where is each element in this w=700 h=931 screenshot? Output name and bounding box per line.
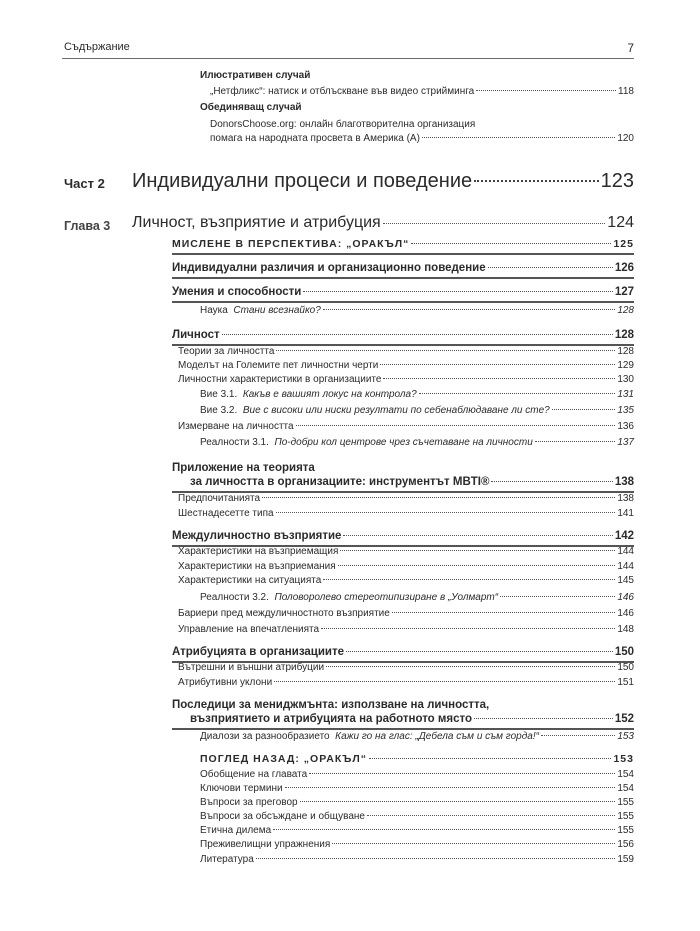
toc-entry-personality: Личност 128 xyxy=(172,329,634,341)
toc-entry-bias: Атрибутивни уклони 151 xyxy=(178,677,634,688)
integrative-case-label: Обединяващ случай xyxy=(200,102,302,113)
toc-entry-int-ext: Вътрешни и външни атрибуции 150 xyxy=(178,662,634,673)
toc-entry-measuring: Измерване на личността 136 xyxy=(178,421,634,432)
toc-entry-summary: Обобщение на главата 154 xyxy=(200,769,634,780)
section-rule xyxy=(172,728,634,730)
toc-entry-traits-org: Личностни характеристики в организациите 130 xyxy=(178,374,634,385)
toc-entry-you-3-1: Вие 3.1. Какъв е вашият локус на контрола? 131 xyxy=(200,389,634,400)
toc-entry-perception: Междуличностно възприятие 142 xyxy=(172,530,634,542)
toc-entry-donorschoose-line1: DonorsChoose.org: онлайн благотворителна организация xyxy=(210,119,476,130)
chapter-label: Глава 3 xyxy=(64,219,111,233)
section-rule xyxy=(172,301,634,303)
page-number: 7 xyxy=(627,41,634,55)
toc-entry-implications-line1: Последици за мениджмънта: използване на личността, xyxy=(172,699,490,711)
illustrative-case-label: Илюстративен случай xyxy=(200,70,311,81)
section-rule xyxy=(172,253,634,255)
toc-entry-situation: Характеристики на ситуацията 145 xyxy=(178,575,634,586)
toc-entry-impression: Управление на впечатленията 148 xyxy=(178,624,634,635)
toc-entry-diversity: Диалози за разнообразието Кажи го на глас: „Дебела съм и съм горда!“ 153 xyxy=(200,731,634,742)
section-rule xyxy=(172,277,634,279)
toc-entry-theories: Теории за личността 128 xyxy=(178,346,634,357)
toc-entry-perceived: Характеристики на възприемания 144 xyxy=(178,561,634,572)
toc-entry-sixteen-types: Шестнадесетте типа 141 xyxy=(178,508,634,519)
toc-entry-you-3-2: Вие 3.2. Вие с високи или ниски резултати по себенаблюдаване ли сте? 135 xyxy=(200,405,634,416)
toc-entry-attribution: Атрибуцията в организациите 150 xyxy=(172,646,634,658)
toc-entry-science: Наука Стани всезнайко? 128 xyxy=(200,305,634,316)
toc-entry-perceiver: Характеристики на възприемащия 144 xyxy=(178,546,634,557)
toc-entry-individual-differences: Индивидуални различия и организационно поведение 126 xyxy=(172,262,634,274)
toc-entry-donorschoose-line2: помага на народната просвета в Америка (А) 120 xyxy=(210,133,634,144)
toc-entry-realities-3-2: Реалности 3.2. Половоролево стереотипизиране в „Уолмарт“ 146 xyxy=(200,592,634,603)
toc-entry-big-five: Моделът на Големите пет личностни черти 129 xyxy=(178,360,634,371)
toc-entry-references: Литература 159 xyxy=(200,854,634,865)
header-rule xyxy=(62,58,634,59)
toc-entry-exercises: Преживелищни упражнения 156 xyxy=(200,839,634,850)
running-header-title: Съдържание xyxy=(64,41,130,53)
toc-entry-mbti: за личността в организациите: инструментът MBTI® 138 xyxy=(190,476,634,488)
toc-entry-review-questions: Въпроси за преговор 155 xyxy=(200,797,634,808)
toc-entry-realities-3-1: Реалности 3.1. По-добри кол центрове чрез съчетаване на личности 137 xyxy=(200,437,634,448)
toc-entry-ethics: Етична дилема 155 xyxy=(200,825,634,836)
toc-entry-preferences: Предпочитанията 138 xyxy=(178,493,634,504)
toc-entry-netflix: „Нетфликс“: натиск и отблъскване във видео стрийминга 118 xyxy=(210,86,634,97)
toc-entry-review: ПОГЛЕД НАЗАД: „ОРАКЪЛ“ 153 xyxy=(200,753,634,765)
toc-entry-opening: МИСЛЕНЕ В ПЕРСПЕКТИВА: „ОРАКЪЛ“ 125 xyxy=(172,238,634,250)
part-label: Част 2 xyxy=(64,176,105,191)
toc-entry-abilities: Умения и способности 127 xyxy=(172,286,634,298)
toc-entry-part: Индивидуални процеси и поведение 123 xyxy=(132,170,634,192)
toc-entry-mbti-line1: Приложение на теорията xyxy=(172,462,315,474)
toc-entry-chapter: Личност, възприятие и атрибуция 124 xyxy=(132,214,634,231)
toc-entry-implications: възприятието и атрибуцията на работното място 152 xyxy=(190,713,634,725)
toc-entry-discussion-questions: Въпроси за обсъждане и общуване 155 xyxy=(200,811,634,822)
toc-entry-key-terms: Ключови термини 154 xyxy=(200,783,634,794)
toc-entry-barriers: Бариери пред междуличностното възприятие 146 xyxy=(178,608,634,619)
